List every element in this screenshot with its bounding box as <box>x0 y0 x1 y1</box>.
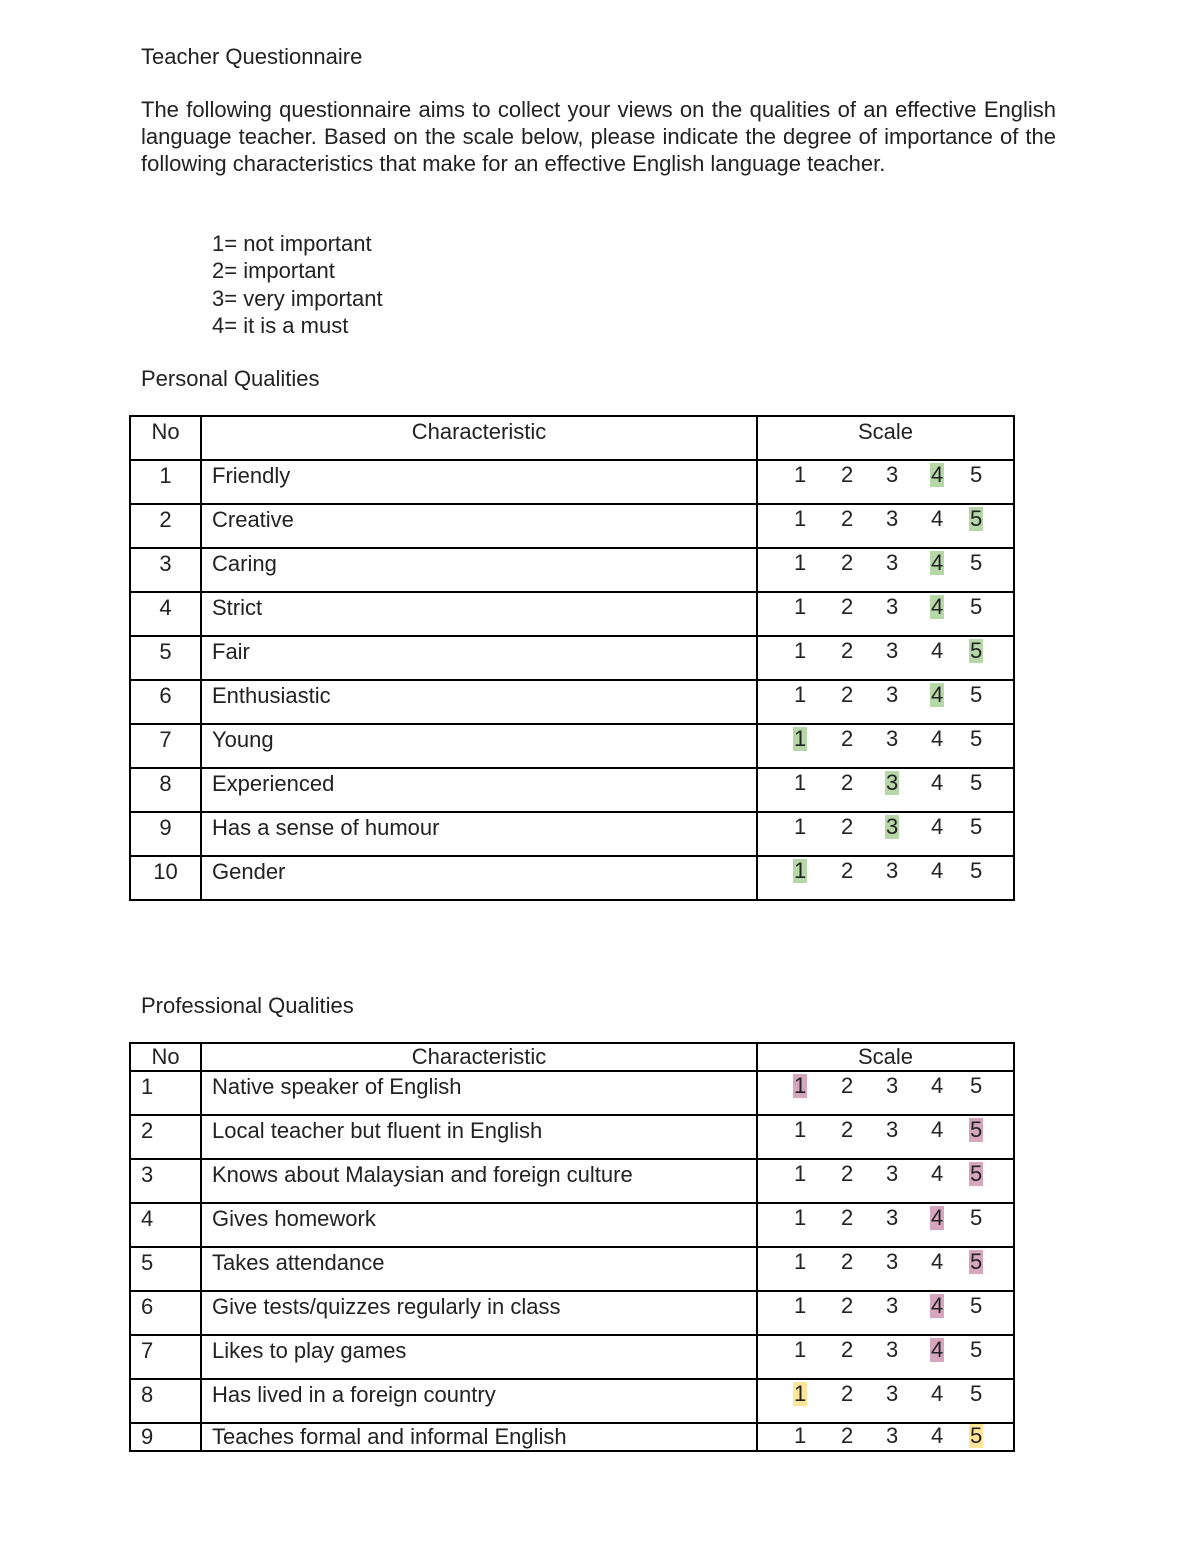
scale-option-1-selected[interactable]: 1 <box>794 1073 807 1098</box>
personal-qualities-heading: Personal Qualities <box>141 366 320 391</box>
scale-option-3[interactable]: 3 <box>886 726 899 751</box>
table-header-row <box>130 416 1014 460</box>
scale-option-4[interactable]: 4 <box>931 638 944 663</box>
scale-option-3-selected[interactable]: 3 <box>886 814 899 839</box>
scale-options <box>758 595 1013 621</box>
table-row <box>130 1203 1014 1247</box>
table-row <box>130 504 1014 548</box>
personal-qualities-table <box>129 415 1015 901</box>
row-characteristic: Has lived in a foreign country <box>212 1382 496 1407</box>
scale-options <box>758 1206 1013 1232</box>
row-characteristic-cell <box>201 1379 757 1423</box>
professional-qualities-heading: Professional Qualities <box>141 993 354 1018</box>
row-number: 5 <box>130 1247 201 1291</box>
scale-options <box>758 551 1013 577</box>
row-characteristic: Gender <box>212 859 286 884</box>
scale-options <box>758 639 1013 665</box>
row-number: 1 <box>130 1071 201 1115</box>
scale-option-2[interactable]: 2 <box>841 1161 854 1186</box>
row-number: 8 <box>130 768 201 812</box>
header-characteristic: Characteristic <box>201 416 757 460</box>
row-scale-cell <box>757 1379 1014 1423</box>
scale-option-5-selected[interactable]: 5 <box>970 1249 983 1274</box>
row-characteristic-cell <box>201 1291 757 1335</box>
scale-option-1[interactable]: 1 <box>794 1423 807 1448</box>
scale-option-2[interactable]: 2 <box>841 1117 854 1142</box>
scale-option-3[interactable]: 3 <box>886 462 899 487</box>
scale-option-2[interactable]: 2 <box>841 1293 854 1318</box>
row-number: 2 <box>130 1115 201 1159</box>
row-characteristic-cell <box>201 856 757 900</box>
row-scale-cell <box>757 548 1014 592</box>
scale-option-4[interactable]: 4 <box>931 1161 944 1186</box>
scale-option-2[interactable]: 2 <box>841 1073 854 1098</box>
table-row <box>130 1379 1014 1423</box>
row-scale-cell <box>757 636 1014 680</box>
scale-option-5[interactable]: 5 <box>970 462 983 487</box>
table-row <box>130 1071 1014 1115</box>
row-number: 3 <box>130 548 201 592</box>
table-header-row <box>130 1043 1014 1071</box>
scale-option-2[interactable]: 2 <box>841 1249 854 1274</box>
row-characteristic-cell <box>201 812 757 856</box>
intro-paragraph: The following questionnaire aims to collect your views on the qualities of an effective English language teacher. Based on the scale below, please indicate the degree of importance of the following characteristics that make for an effective English language teacher. <box>141 97 1056 176</box>
scale-options <box>758 815 1013 841</box>
scale-option-5[interactable]: 5 <box>970 770 983 795</box>
row-characteristic-cell <box>201 1247 757 1291</box>
scale-option-5[interactable]: 5 <box>970 726 983 751</box>
row-scale-cell <box>757 1423 1014 1451</box>
scale-option-4-selected[interactable]: 4 <box>931 462 944 487</box>
row-characteristic-cell <box>201 1423 757 1451</box>
row-number: 2 <box>130 504 201 548</box>
scale-options <box>758 1424 1013 1450</box>
table-row <box>130 460 1014 504</box>
scale-option-5-selected[interactable]: 5 <box>970 1117 983 1142</box>
scale-options <box>758 1338 1013 1364</box>
scale-option-1-selected[interactable]: 1 <box>794 1381 807 1406</box>
professional-qualities-table <box>129 1042 1015 1452</box>
scale-option-2[interactable]: 2 <box>841 858 854 883</box>
scale-option-2[interactable]: 2 <box>841 1381 854 1406</box>
scale-option-5[interactable]: 5 <box>970 550 983 575</box>
scale-option-3[interactable]: 3 <box>886 1423 899 1448</box>
table-row <box>130 548 1014 592</box>
row-characteristic-cell <box>201 1159 757 1203</box>
table-row <box>130 1335 1014 1379</box>
row-scale-cell <box>757 856 1014 900</box>
scale-option-4[interactable]: 4 <box>931 770 944 795</box>
row-scale-cell <box>757 812 1014 856</box>
scale-options <box>758 859 1013 885</box>
table-row <box>130 1247 1014 1291</box>
row-scale-cell <box>757 460 1014 504</box>
scale-option-3[interactable]: 3 <box>886 1117 899 1142</box>
row-scale-cell <box>757 768 1014 812</box>
table-row <box>130 1423 1014 1451</box>
row-characteristic-cell <box>201 636 757 680</box>
scale-option-4[interactable]: 4 <box>931 506 944 531</box>
scale-option-4-selected[interactable]: 4 <box>931 1293 944 1318</box>
scale-options <box>758 1382 1013 1408</box>
scale-option-3[interactable]: 3 <box>886 1337 899 1362</box>
row-scale-cell <box>757 504 1014 548</box>
header-no: No <box>130 416 201 460</box>
scale-options <box>758 463 1013 489</box>
scale-option-2[interactable]: 2 <box>841 506 854 531</box>
scale-option-1[interactable]: 1 <box>794 462 807 487</box>
table-row <box>130 768 1014 812</box>
row-characteristic: Local teacher but fluent in English <box>212 1118 543 1143</box>
scale-option-2[interactable]: 2 <box>841 1337 854 1362</box>
row-number: 1 <box>130 460 201 504</box>
row-scale-cell <box>757 1115 1014 1159</box>
row-number: 3 <box>130 1159 201 1203</box>
row-characteristic-cell <box>201 1203 757 1247</box>
scale-options <box>758 1074 1013 1100</box>
scale-legend-item: 4= it is a must <box>212 312 349 338</box>
row-characteristic: Experienced <box>212 771 335 796</box>
scale-option-2[interactable]: 2 <box>841 550 854 575</box>
scale-option-5[interactable]: 5 <box>970 1073 983 1098</box>
scale-legend-item: 3= very important <box>212 285 383 311</box>
row-scale-cell <box>757 1203 1014 1247</box>
scale-option-3[interactable]: 3 <box>886 1161 899 1186</box>
row-characteristic: Give tests/quizzes regularly in class <box>212 1294 561 1319</box>
table-row <box>130 592 1014 636</box>
scale-option-1[interactable]: 1 <box>794 1337 807 1362</box>
row-scale-cell <box>757 724 1014 768</box>
row-number: 9 <box>130 1423 201 1451</box>
scale-option-2[interactable]: 2 <box>841 594 854 619</box>
table-row <box>130 636 1014 680</box>
scale-option-4[interactable]: 4 <box>931 1073 944 1098</box>
row-scale-cell <box>757 1159 1014 1203</box>
table-row <box>130 1159 1014 1203</box>
scale-legend <box>212 230 383 339</box>
scale-option-4[interactable]: 4 <box>931 1249 944 1274</box>
scale-option-1[interactable]: 1 <box>794 1293 807 1318</box>
personal-qualities-rows <box>130 460 1014 900</box>
scale-option-2[interactable]: 2 <box>841 726 854 751</box>
scale-option-4-selected[interactable]: 4 <box>931 594 944 619</box>
scale-option-1[interactable]: 1 <box>794 1249 807 1274</box>
row-characteristic: Takes attendance <box>212 1250 385 1275</box>
scale-option-5[interactable]: 5 <box>970 1205 983 1230</box>
scale-option-4[interactable]: 4 <box>931 1381 944 1406</box>
scale-options <box>758 507 1013 533</box>
scale-legend-item: 1= not important <box>212 231 372 256</box>
row-number: 4 <box>130 592 201 636</box>
row-number: 9 <box>130 812 201 856</box>
row-characteristic: Knows about Malaysian and foreign culture <box>212 1162 633 1187</box>
scale-option-4[interactable]: 4 <box>931 858 944 883</box>
scale-option-3[interactable]: 3 <box>886 858 899 883</box>
row-scale-cell <box>757 680 1014 724</box>
scale-option-3[interactable]: 3 <box>886 1249 899 1274</box>
scale-option-1[interactable]: 1 <box>794 682 807 707</box>
table-row <box>130 812 1014 856</box>
row-characteristic: Strict <box>212 595 263 620</box>
scale-options <box>758 1162 1013 1188</box>
scale-option-1[interactable]: 1 <box>794 814 807 839</box>
scale-option-3[interactable]: 3 <box>886 1381 899 1406</box>
row-number: 6 <box>130 680 201 724</box>
scale-option-5-selected[interactable]: 5 <box>970 506 983 531</box>
row-number: 10 <box>130 856 201 900</box>
scale-option-5[interactable]: 5 <box>970 814 983 839</box>
scale-option-5[interactable]: 5 <box>970 858 983 883</box>
row-number: 4 <box>130 1203 201 1247</box>
scale-option-4-selected[interactable]: 4 <box>931 1337 944 1362</box>
row-characteristic: Enthusiastic <box>212 683 331 708</box>
scale-option-2[interactable]: 2 <box>841 1205 854 1230</box>
scale-option-4[interactable]: 4 <box>931 1117 944 1142</box>
scale-option-1[interactable]: 1 <box>794 1161 807 1186</box>
scale-option-5[interactable]: 5 <box>970 1381 983 1406</box>
table-row <box>130 1291 1014 1335</box>
professional-qualities-rows <box>130 1071 1014 1451</box>
scale-options <box>758 1294 1013 1320</box>
scale-option-4-selected[interactable]: 4 <box>931 550 944 575</box>
scale-option-3[interactable]: 3 <box>886 1205 899 1230</box>
table-row <box>130 680 1014 724</box>
scale-option-4-selected[interactable]: 4 <box>931 682 944 707</box>
header-characteristic: Characteristic <box>201 1043 757 1071</box>
scale-option-5-selected[interactable]: 5 <box>970 1161 983 1186</box>
table-row <box>130 1115 1014 1159</box>
scale-option-1[interactable]: 1 <box>794 770 807 795</box>
scale-option-3[interactable]: 3 <box>886 638 899 663</box>
scale-option-3[interactable]: 3 <box>886 594 899 619</box>
row-number: 7 <box>130 724 201 768</box>
row-characteristic: Teaches formal and informal English <box>212 1424 567 1449</box>
row-characteristic: Caring <box>212 551 277 576</box>
row-characteristic-cell <box>201 1115 757 1159</box>
row-scale-cell <box>757 592 1014 636</box>
scale-options <box>758 1118 1013 1144</box>
table-row <box>130 856 1014 900</box>
scale-option-3[interactable]: 3 <box>886 1073 899 1098</box>
scale-option-1[interactable]: 1 <box>794 506 807 531</box>
row-characteristic: Native speaker of English <box>212 1074 462 1099</box>
scale-option-3[interactable]: 3 <box>886 506 899 531</box>
row-scale-cell <box>757 1291 1014 1335</box>
document-title: Teacher Questionnaire <box>141 44 363 69</box>
row-characteristic-cell <box>201 1335 757 1379</box>
scale-option-3[interactable]: 3 <box>886 682 899 707</box>
row-scale-cell <box>757 1335 1014 1379</box>
scale-option-3-selected[interactable]: 3 <box>886 770 899 795</box>
row-characteristic-cell <box>201 548 757 592</box>
row-characteristic: Likes to play games <box>212 1338 407 1363</box>
scale-option-5-selected[interactable]: 5 <box>970 1423 983 1448</box>
scale-option-2[interactable]: 2 <box>841 814 854 839</box>
row-number: 7 <box>130 1335 201 1379</box>
row-scale-cell <box>757 1071 1014 1115</box>
row-characteristic-cell <box>201 1071 757 1115</box>
scale-option-5[interactable]: 5 <box>970 1293 983 1318</box>
scale-option-1-selected[interactable]: 1 <box>794 726 807 751</box>
table-row <box>130 724 1014 768</box>
scale-option-5[interactable]: 5 <box>970 594 983 619</box>
row-characteristic-cell <box>201 724 757 768</box>
row-characteristic-cell <box>201 680 757 724</box>
row-characteristic-cell <box>201 460 757 504</box>
scale-option-2[interactable]: 2 <box>841 770 854 795</box>
row-scale-cell <box>757 1247 1014 1291</box>
scale-options <box>758 771 1013 797</box>
scale-option-5-selected[interactable]: 5 <box>970 638 983 663</box>
row-number: 8 <box>130 1379 201 1423</box>
scale-option-4[interactable]: 4 <box>931 726 944 751</box>
scale-option-4[interactable]: 4 <box>931 1423 944 1448</box>
scale-option-1-selected[interactable]: 1 <box>794 858 807 883</box>
header-scale: Scale <box>757 1043 1014 1071</box>
row-characteristic: Creative <box>212 507 294 532</box>
scale-option-1[interactable]: 1 <box>794 594 807 619</box>
row-number: 5 <box>130 636 201 680</box>
row-characteristic-cell <box>201 768 757 812</box>
scale-option-1[interactable]: 1 <box>794 550 807 575</box>
row-characteristic-cell <box>201 504 757 548</box>
scale-option-5[interactable]: 5 <box>970 682 983 707</box>
scale-legend-item: 2= important <box>212 258 335 284</box>
scale-option-4[interactable]: 4 <box>931 814 944 839</box>
scale-option-1[interactable]: 1 <box>794 638 807 663</box>
scale-options <box>758 1250 1013 1276</box>
scale-option-2[interactable]: 2 <box>841 462 854 487</box>
row-number: 6 <box>130 1291 201 1335</box>
row-characteristic: Friendly <box>212 463 291 488</box>
scale-option-2[interactable]: 2 <box>841 638 854 663</box>
header-scale: Scale <box>757 416 1014 460</box>
header-no: No <box>130 1043 201 1071</box>
scale-option-5[interactable]: 5 <box>970 1337 983 1362</box>
row-characteristic: Fair <box>212 639 250 664</box>
scale-option-4-selected[interactable]: 4 <box>931 1205 944 1230</box>
row-characteristic: Young <box>212 727 274 752</box>
scale-options <box>758 683 1013 709</box>
scale-option-3[interactable]: 3 <box>886 550 899 575</box>
row-characteristic: Has a sense of humour <box>212 815 440 840</box>
row-characteristic: Gives homework <box>212 1206 376 1231</box>
scale-option-2[interactable]: 2 <box>841 1423 854 1448</box>
row-characteristic-cell <box>201 592 757 636</box>
scale-options <box>758 727 1013 753</box>
scale-option-3[interactable]: 3 <box>886 1293 899 1318</box>
scale-option-1[interactable]: 1 <box>794 1117 807 1142</box>
scale-option-2[interactable]: 2 <box>841 682 854 707</box>
scale-option-1[interactable]: 1 <box>794 1205 807 1230</box>
